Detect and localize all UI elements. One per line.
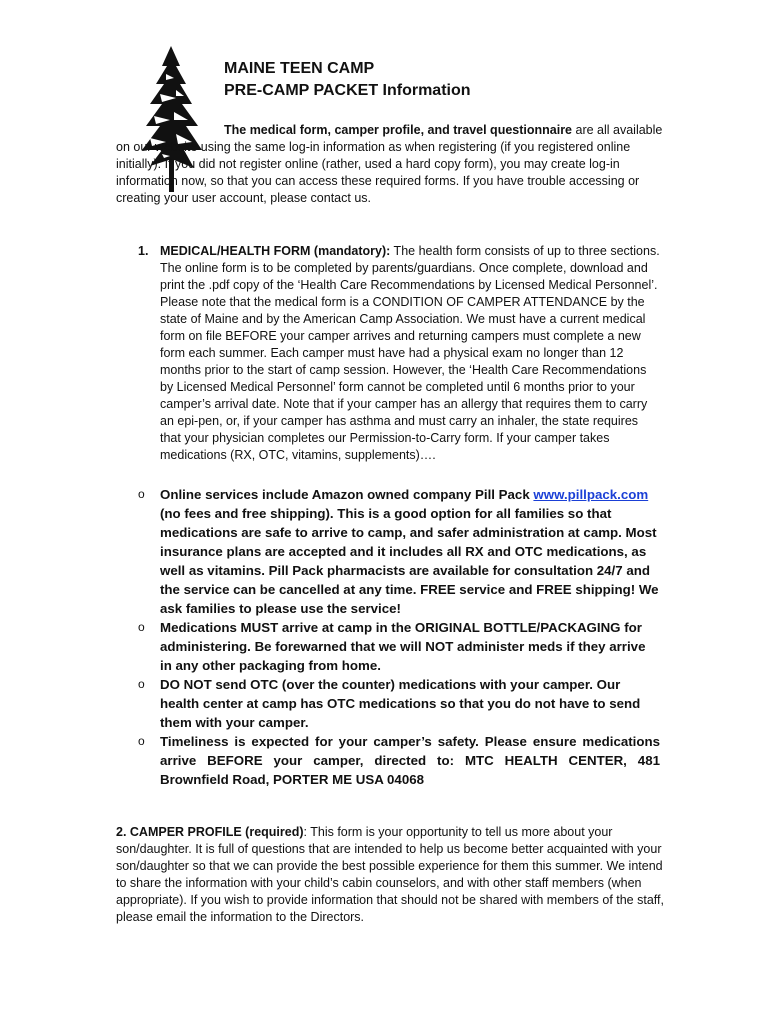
bullet-marker: o (138, 677, 145, 691)
bullet-1-text: Online services include Amazon owned company Pill Pack (160, 487, 534, 502)
bullet-2-text: Medications MUST arrive at camp in the ORIGINAL BOTTLE/PACKAGING for administering. Be forewarned that we will NOT administer meds if they arrive in any other packaging from home. (160, 620, 646, 673)
section-number: 1. (138, 244, 149, 258)
medication-bullet-list (116, 485, 676, 789)
intro-paragraph (116, 122, 676, 207)
camper-profile-text: : This form is your opportunity to tell us more about your son/daughter. It is full of questions that are intended to help us become better acquainted with your son/daughter so that we can provide the best possible experience for them this summer. We intend to share the information with your child’s cabin counselors, and with other staff members (when appropriate). If you wish to provide information that should not be shared with members of the staff, please email the information to the Directors. (116, 825, 664, 924)
list-item (138, 675, 660, 732)
camper-profile-heading: 2. CAMPER PROFILE (required) (116, 825, 304, 839)
page-subtitle: PRE-CAMP PACKET Information (224, 82, 471, 99)
bullet-4-text: Timeliness is expected for your camper’s safety. Please ensure medications arrive BEFORE your camper, directed to: MTC HEALTH CENTER, 481 Brownfield Road, PORTER ME USA 04068 (160, 734, 660, 787)
bullet-marker: o (138, 734, 145, 748)
medical-form-section (116, 243, 676, 464)
bullet-3-text: DO NOT send OTC (over the counter) medications with your camper. Our health center at camp has OTC medications so that you do not have to send them with your camper. (160, 677, 641, 730)
intro-bold-lead: The medical form, camper profile, and travel questionnaire (224, 123, 573, 137)
pillpack-link[interactable]: www.pillpack.com (533, 487, 649, 502)
list-item (138, 485, 660, 618)
intro-text: are all available on our website using the same log-in information as when registering (if you registered online initially). If you did not register online (rather, used a hard copy form), you may create log-in information now, so that you can access these required forms. If you have trouble accessing or creating your user account, please contact us. (116, 123, 663, 205)
medical-form-text (160, 243, 660, 464)
page-title: MAINE TEEN CAMP (224, 60, 375, 77)
medical-form-heading: MEDICAL/HEALTH FORM (mandatory): (160, 244, 391, 258)
list-item (138, 618, 660, 675)
camper-profile-section (116, 824, 676, 926)
list-item (138, 732, 660, 789)
medical-form-body: The health form consists of up to three sections. The online form is to be completed by parents/guardians. Once complete, download and print the .pdf copy of the ‘Health Care Recommendations by Licensed Medical Personnel’. Please note that the medical form is a CONDITION OF CAMPER ATTENDANCE by the state of Maine and by the American Camp Association. We must have a current medical form on file BEFORE your camper arrives and returning campers must complete a new form each summer. Each camper must have had a physical exam no longer than 12 months prior to the start of camp session. However, the ‘Health Care Recommendations by Licensed Medical Personnel’ form cannot be completed until 6 months prior to your camper’s arrival date. Note that if your camper has an allergy that requires them to carry an epi-pen, or, if your camper has asthma and must carry an inhaler, the state requires that your physician completes our Permission-to-Carry form. If your camper takes medications (RX, OTC, vitamins, supplements)…. (160, 244, 660, 462)
bullet-marker: o (138, 487, 145, 501)
bullet-marker: o (138, 620, 145, 634)
bullet-1-text-continued: (no fees and free shipping). This is a good option for all families so that medications are safe to arrive to camp, and safer administration at camp. Most insurance plans are accepted and it includes all RX and OTC medications, as well as vitamins. Pill Pack pharmacists are available for consultation 24/7 and the service can be cancelled at any time. FREE service and FREE shipping! We ask families to please use the service! (160, 506, 659, 616)
